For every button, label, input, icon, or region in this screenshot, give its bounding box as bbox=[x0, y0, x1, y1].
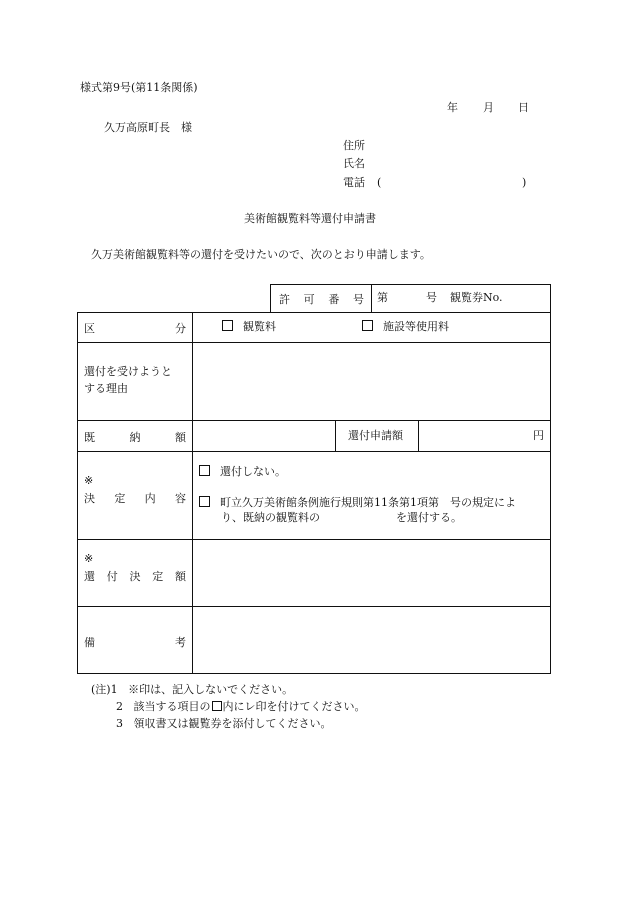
label-char: 納 bbox=[129, 431, 141, 444]
checkbox[interactable] bbox=[199, 465, 210, 476]
note-text: 領収書又は観覧券を添付してください。 bbox=[133, 717, 332, 730]
table-line bbox=[270, 284, 271, 312]
note-text: 該当する項目の bbox=[133, 700, 211, 713]
office-use-mark: ※ bbox=[84, 552, 94, 565]
label-char: 号 bbox=[352, 293, 364, 306]
label-char: 決 bbox=[129, 570, 141, 583]
intro-text: 久万美術館観覧料等の還付を受けたいので、次のとおり申請します。 bbox=[91, 248, 431, 261]
yen-unit: 円 bbox=[533, 429, 544, 442]
label-char: 決 bbox=[84, 492, 95, 505]
label-char: 番 bbox=[328, 293, 340, 306]
label-char: 定 bbox=[114, 492, 126, 505]
paid-amount-field[interactable] bbox=[193, 421, 335, 451]
reason-field[interactable] bbox=[193, 343, 550, 420]
label-char: 許 bbox=[279, 293, 290, 306]
option-label: 施設等使用料 bbox=[383, 320, 449, 333]
table-line bbox=[335, 420, 336, 451]
table-line bbox=[550, 284, 551, 673]
ticket-number-label: 観覧券No. bbox=[450, 291, 503, 304]
label-char: 額 bbox=[175, 570, 186, 583]
option-label: 町立久万美術館条例施行規則第11条第1項第 号の規定によ bbox=[220, 496, 516, 509]
table-line bbox=[77, 312, 551, 313]
category-label bbox=[84, 320, 186, 336]
permit-no-prefix: 第 bbox=[377, 291, 388, 304]
label-char: 既 bbox=[84, 431, 95, 444]
label-char: 可 bbox=[303, 293, 315, 306]
remarks-label bbox=[84, 634, 186, 650]
checkbox[interactable] bbox=[199, 496, 210, 507]
category-option-admission[interactable] bbox=[222, 320, 276, 334]
label-char: 区 bbox=[84, 322, 95, 335]
table-line bbox=[77, 451, 551, 452]
date-day: 日 bbox=[518, 101, 529, 114]
table-line bbox=[371, 284, 372, 312]
checkbox[interactable] bbox=[222, 320, 233, 331]
note-number: 2 bbox=[116, 700, 123, 713]
table-line bbox=[77, 312, 78, 673]
decided-amount-label bbox=[84, 568, 186, 584]
permit-number-label bbox=[279, 291, 364, 307]
date-month: 月 bbox=[483, 101, 494, 114]
address-label: 住所 bbox=[343, 139, 365, 152]
permit-no-suffix: 号 bbox=[426, 291, 437, 304]
note-number: 3 bbox=[116, 717, 123, 730]
category-option-facility[interactable] bbox=[362, 320, 449, 334]
option-label: 観覧料 bbox=[243, 320, 276, 333]
decision-refund-line2b: を還付する。 bbox=[396, 511, 462, 524]
note-3 bbox=[116, 717, 332, 731]
decided-amount-field[interactable] bbox=[193, 540, 550, 606]
label-char: 還 bbox=[84, 570, 95, 583]
option-label: 還付しない。 bbox=[220, 465, 286, 478]
document-title: 美術館観覧料等還付申請書 bbox=[244, 212, 376, 225]
label-char: 付 bbox=[106, 570, 118, 583]
reason-label-line1: 還付を受けようと bbox=[84, 365, 172, 378]
date-year: 年 bbox=[447, 101, 458, 114]
table-line bbox=[77, 673, 551, 674]
decision-option-no-refund[interactable] bbox=[199, 465, 286, 479]
label-char: 額 bbox=[175, 431, 186, 444]
paid-amount-label bbox=[84, 429, 186, 445]
office-use-mark: ※ bbox=[84, 474, 94, 487]
label-char: 備 bbox=[84, 636, 95, 649]
refund-request-label: 還付申請額 bbox=[348, 429, 403, 442]
note-2 bbox=[116, 700, 366, 714]
label-char: 定 bbox=[152, 570, 164, 583]
checkbox-symbol bbox=[212, 701, 222, 711]
label-char: 分 bbox=[175, 322, 186, 335]
phone-open-paren: ( bbox=[377, 176, 382, 189]
note-text: 内にレ印を付けてください。 bbox=[222, 700, 366, 713]
form-number: 様式第9号(第11条関係) bbox=[80, 81, 198, 94]
note-prefix: (注)1 bbox=[91, 683, 118, 696]
reason-label-line2: する理由 bbox=[84, 382, 128, 395]
checkbox[interactable] bbox=[362, 320, 373, 331]
label-char: 容 bbox=[174, 492, 186, 505]
note-1 bbox=[91, 683, 293, 697]
decision-option-refund[interactable] bbox=[199, 496, 516, 510]
phone-label: 電話 bbox=[343, 176, 365, 189]
decision-refund-line2a: り、既納の観覧料の bbox=[221, 511, 320, 524]
label-char: 内 bbox=[144, 492, 156, 505]
decision-label bbox=[84, 490, 186, 506]
table-line bbox=[270, 284, 551, 285]
phone-close-paren: ) bbox=[522, 176, 527, 189]
remarks-field[interactable] bbox=[193, 607, 550, 673]
addressee: 久万高原町長 様 bbox=[104, 121, 192, 134]
label-char: 考 bbox=[175, 636, 186, 649]
note-text: ※印は、記入しないでください。 bbox=[128, 683, 294, 696]
name-label: 氏名 bbox=[343, 157, 365, 170]
refund-request-field[interactable] bbox=[419, 421, 550, 451]
